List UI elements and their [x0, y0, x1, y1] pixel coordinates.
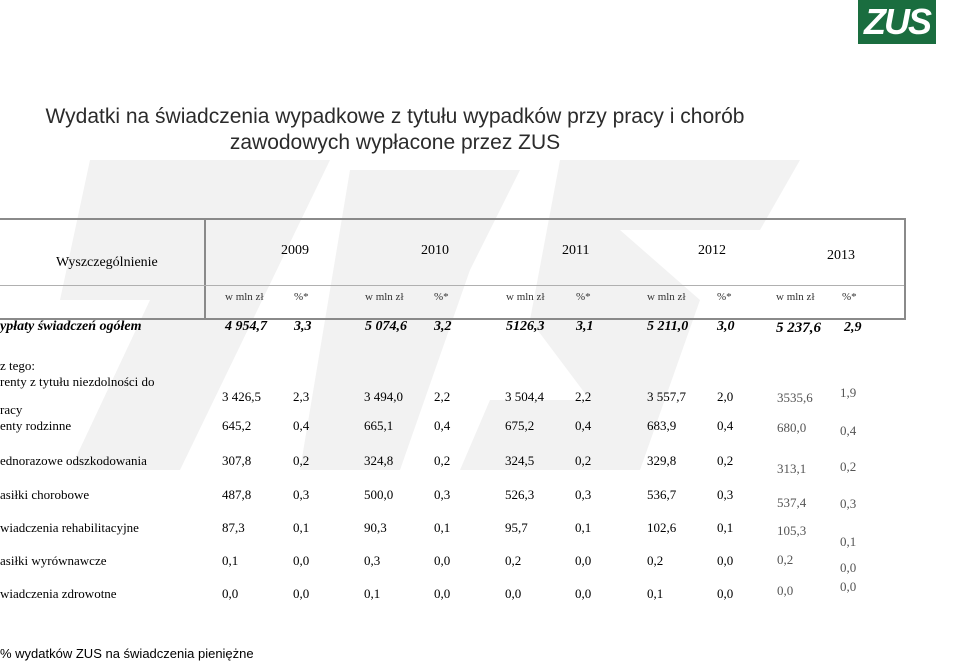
cell: 0,0 [717, 553, 734, 568]
cell: 0,0 [293, 586, 310, 601]
cell: 0,4 [840, 423, 857, 438]
cell: 0,3 [293, 487, 310, 502]
total-value: 3,2 [434, 319, 452, 334]
cell: 0,0 [840, 579, 857, 594]
cell: 0,3 [575, 487, 592, 502]
total-value: 3,0 [717, 319, 735, 334]
unit-mln: w mln zł [506, 291, 545, 303]
zus-logo [858, 0, 936, 44]
unit-pct: %* [294, 291, 309, 303]
row-label-renty-niezdolnosc-cont: racy [0, 402, 23, 417]
cell: 3 557,7 [647, 389, 686, 404]
unit-mln: w mln zł [225, 291, 264, 303]
row-label-jednorazowe: ednorazowe odszkodowania [0, 453, 147, 468]
row-label-renty-rodzinne: enty rodzinne [0, 418, 72, 433]
page-title [30, 104, 760, 156]
cell: 665,1 [364, 418, 394, 433]
unit-mln: w mln zł [647, 291, 686, 303]
cell: 0,2 [647, 553, 664, 568]
cell: 0,1 [434, 520, 451, 535]
cell: 0,1 [647, 586, 664, 601]
title-line-1: Wydatki na świadczenia wypadkowe z tytułu wypadków przy pracy i chorób [45, 105, 745, 128]
cell: 0,3 [364, 553, 381, 568]
row-label-zdrowotne: wiadczenia zdrowotne [0, 586, 117, 601]
row-label-rehabilitacyjne: wiadczenia rehabilitacyjne [0, 520, 139, 535]
cell: 3535,6 [777, 390, 813, 405]
cell: 102,6 [647, 520, 677, 535]
year-2012: 2012 [698, 243, 726, 258]
cell: 0,0 [293, 553, 310, 568]
cell: 0,3 [717, 487, 734, 502]
cell: 0,3 [434, 487, 451, 502]
cell: 0,2 [777, 552, 794, 567]
total-label: ypłaty świadczeń ogółem [0, 319, 142, 334]
cell: 313,1 [777, 461, 807, 476]
cell: 500,0 [364, 487, 394, 502]
cell: 3 426,5 [222, 389, 261, 404]
cell: 2,2 [575, 389, 592, 404]
cell: 90,3 [364, 520, 387, 535]
unit-mln: w mln zł [365, 291, 404, 303]
row-label-renty-niezdolnosc: renty z tytułu niezdolności do [0, 374, 155, 389]
title-line-2: zawodowych wypłacone przez ZUS [229, 131, 561, 154]
cell: 329,8 [647, 453, 677, 468]
cell: 324,5 [505, 453, 535, 468]
cell: 0,1 [293, 520, 310, 535]
cell: 0,0 [434, 553, 451, 568]
footnote: % wydatków ZUS na świadczenia pieniężne [0, 646, 254, 661]
year-2013: 2013 [827, 248, 855, 263]
cell: 1,9 [840, 385, 857, 400]
cell: 0,4 [717, 418, 734, 433]
cell: 2,0 [717, 389, 734, 404]
cell: 3 494,0 [364, 389, 403, 404]
total-value: 5126,3 [506, 319, 545, 334]
cell: 645,2 [222, 418, 252, 433]
cell: 0,2 [717, 453, 734, 468]
cell: 0,0 [222, 586, 239, 601]
cell: 0,1 [222, 553, 239, 568]
cell: 2,3 [293, 389, 310, 404]
cell: 0,0 [575, 553, 592, 568]
cell: 0,2 [575, 453, 592, 468]
cell: 87,3 [222, 520, 245, 535]
unit-pct: %* [434, 291, 449, 303]
total-value: 4 954,7 [225, 319, 267, 334]
cell: 675,2 [505, 418, 535, 433]
unit-pct: %* [842, 291, 857, 303]
unit-pct: %* [717, 291, 732, 303]
cell: 536,7 [647, 487, 677, 502]
cell: 0,4 [434, 418, 451, 433]
cell: 0,2 [434, 453, 451, 468]
cell: 0,2 [505, 553, 522, 568]
cell: 105,3 [777, 523, 807, 538]
cell: 307,8 [222, 453, 252, 468]
header-label: Wyszczególnienie [56, 255, 158, 270]
cell: 0,3 [840, 496, 857, 511]
year-2011: 2011 [562, 243, 590, 258]
unit-mln: w mln zł [776, 291, 815, 303]
year-2009: 2009 [281, 243, 309, 258]
year-2010: 2010 [421, 243, 449, 258]
cell: 0,1 [364, 586, 381, 601]
cell: 95,7 [505, 520, 528, 535]
cell: 2,2 [434, 389, 451, 404]
cell: 0,0 [505, 586, 522, 601]
total-value: 5 237,6 [776, 320, 821, 336]
cell: 3 504,4 [505, 389, 544, 404]
total-value: 3,1 [576, 319, 594, 334]
total-value: 2,9 [844, 320, 862, 335]
total-value: 5 074,6 [365, 319, 407, 334]
cell: 0,0 [575, 586, 592, 601]
cell: 537,4 [777, 495, 807, 510]
cell: 526,3 [505, 487, 535, 502]
cell: 0,1 [717, 520, 734, 535]
total-value: 5 211,0 [647, 319, 689, 334]
logo-text: ZUS [864, 1, 930, 42]
total-value: 3,3 [294, 319, 312, 334]
row-label-wyrownawcze: asiłki wyrównawcze [0, 553, 107, 568]
cell: 680,0 [777, 420, 807, 435]
cell: 0,0 [777, 583, 794, 598]
cell: 0,1 [575, 520, 592, 535]
cell: 0,0 [434, 586, 451, 601]
unit-pct: %* [576, 291, 591, 303]
cell: 683,9 [647, 418, 677, 433]
cell: 0,1 [840, 534, 857, 549]
header-rule [0, 285, 904, 286]
cell: 0,2 [840, 459, 857, 474]
cell: 324,8 [364, 453, 394, 468]
cell: 0,0 [717, 586, 734, 601]
row-label-chorobowe: asiłki chorobowe [0, 487, 90, 502]
header-divider [204, 220, 206, 318]
row-label-z-tego: z tego: [0, 358, 36, 373]
cell: 0,4 [575, 418, 592, 433]
cell: 0,4 [293, 418, 310, 433]
cell: 0,2 [293, 453, 310, 468]
cell: 0,0 [840, 560, 857, 575]
cell: 487,8 [222, 487, 252, 502]
